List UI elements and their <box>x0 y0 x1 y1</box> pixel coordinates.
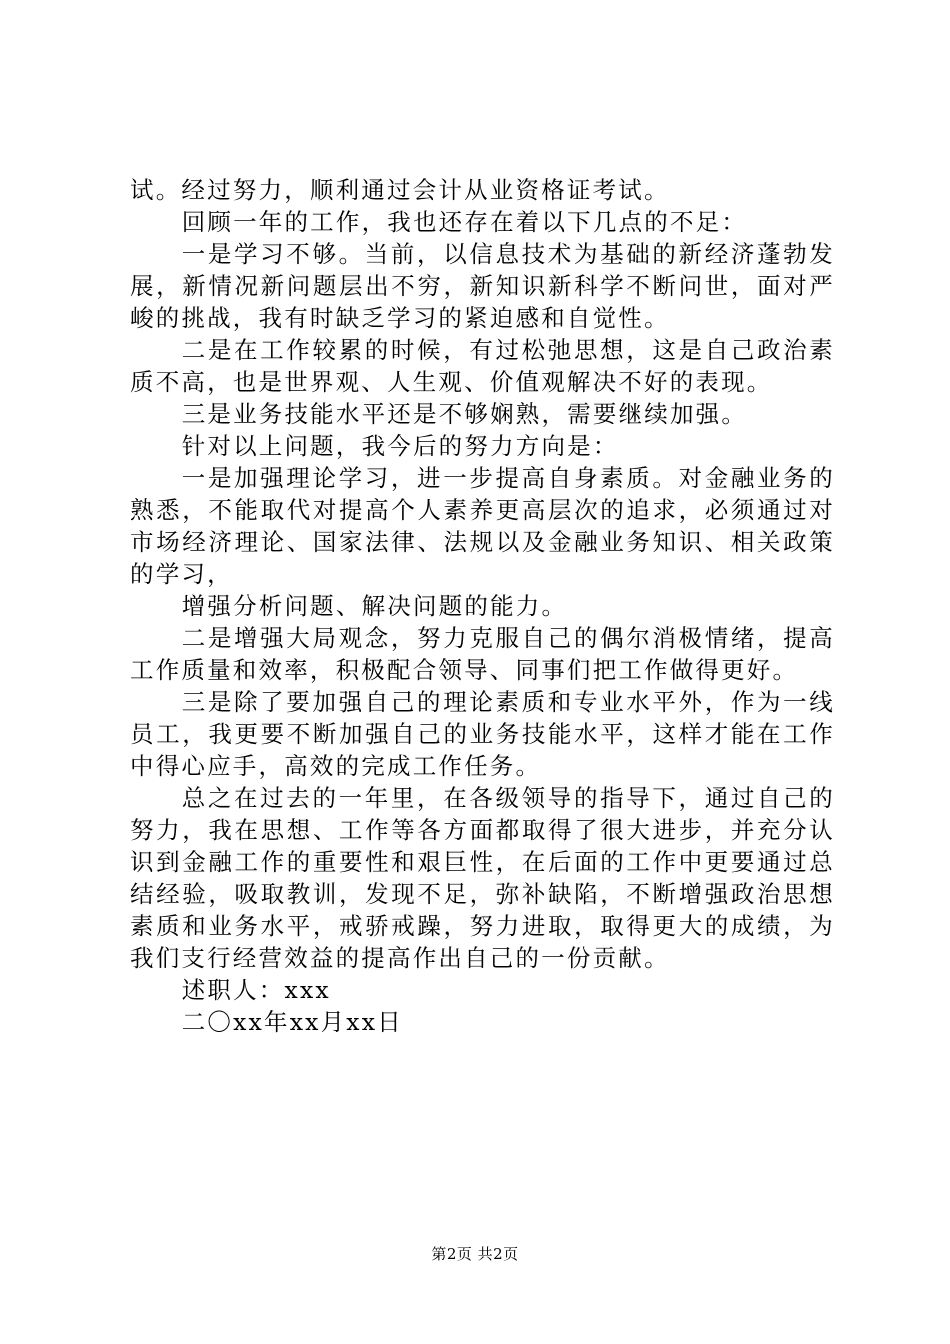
paragraph-shortcoming-3: 三是业务技能水平还是不够娴熟，需要继续加强。 <box>181 400 748 428</box>
date-line: 二〇xx年xx月xx日 <box>181 1008 403 1036</box>
paragraph-direction-intro: 针对以上问题，我今后的努力方向是： <box>181 432 619 460</box>
paragraph-review-intro: 回顾一年的工作，我也还存在着以下几点的不足： <box>181 208 748 236</box>
signature-line: 述职人：xxx <box>181 976 331 1004</box>
paragraph-direction-2: 二是增强大局观念，努力克服自己的偶尔消极情绪，提高工作质量和效率，积极配合领导、同事们把工作做得更好。 <box>130 624 835 684</box>
paragraph-shortcoming-1: 一是学习不够。当前，以信息技术为基础的新经济蓬勃发展，新情况新问题层出不穷，新知识新科学不断问世，面对严峻的挑战，我有时缺乏学习的紧迫感和自觉性。 <box>130 240 835 332</box>
paragraph-continuation: 试。经过努力，顺利通过会计从业资格证考试。 <box>130 176 670 204</box>
paragraph-direction-3: 三是除了要加强自己的理论素质和专业水平外，作为一线员工，我更要不断加强自己的业务技能水平，这样才能在工作中得心应手，高效的完成工作任务。 <box>130 688 835 780</box>
paragraph-direction-1: 一是加强理论学习，进一步提高自身素质。对金融业务的熟悉，不能取代对提高个人素养更高层次的追求，必须通过对市场经济理论、国家法律、法规以及金融业务知识、相关政策的学习， <box>130 464 835 588</box>
paragraph-direction-1-cont: 增强分析问题、解决问题的能力。 <box>181 592 568 620</box>
document-body <box>130 174 835 1038</box>
paragraph-shortcoming-2: 二是在工作较累的时候，有过松弛思想，这是自己政治素质不高，也是世界观、人生观、价值观解决不好的表现。 <box>130 336 835 396</box>
paragraph-conclusion: 总之在过去的一年里，在各级领导的指导下，通过自己的努力，我在思想、工作等各方面都取得了很大进步，并充分认识到金融工作的重要性和艰巨性，在后面的工作中更要通过总结经验，吸取教训，发现不足，弥补缺陷，不断增强政治思想素质和业务水平，戒骄戒躁，努力进取，取得更大的成绩，为我们支行经营效益的提高作出自己的一份贡献。 <box>130 784 835 972</box>
page-number-footer: 第2页 共2页 <box>431 1245 519 1263</box>
